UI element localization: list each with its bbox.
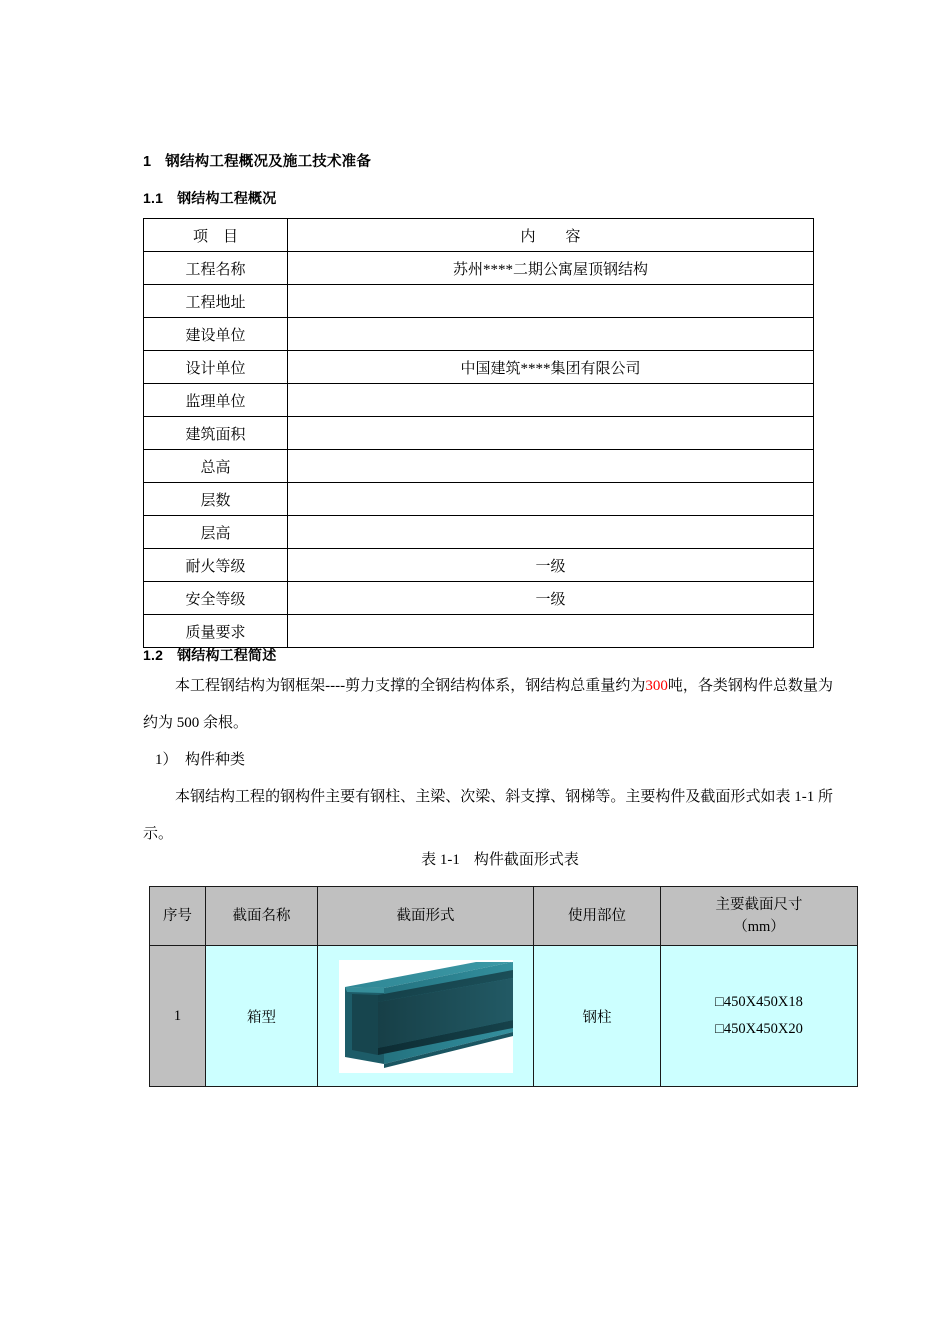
section-row-usage: 钢柱	[534, 946, 661, 1087]
section-row-figure-cell	[318, 946, 534, 1087]
heading-section-1-1-title: 钢结构工程概况	[177, 190, 277, 206]
heading-section-1	[143, 150, 371, 171]
overview-item-label: 安全等级	[144, 582, 288, 615]
overview-item-label: 建设单位	[144, 318, 288, 351]
table-row	[144, 549, 814, 582]
overview-header-content: 内 容	[288, 219, 814, 252]
table-caption-title: 构件截面形式表	[473, 852, 579, 868]
project-overview-table	[143, 218, 814, 648]
list-item-component-kinds: 1） 构件种类	[155, 752, 246, 768]
section-header-name: 截面名称	[206, 887, 318, 946]
overview-item-label: 工程地址	[144, 285, 288, 318]
section-row-name: 箱型	[206, 946, 318, 1087]
overview-item-label: 耐火等级	[144, 549, 288, 582]
overview-item-value	[288, 285, 814, 318]
overview-item-value	[288, 450, 814, 483]
overview-item-value: 中国建筑****集团有限公司	[288, 351, 814, 384]
section-row-dimensions	[661, 946, 858, 1087]
overview-item-value	[288, 417, 814, 450]
heading-section-1-1-number: 1.1	[143, 190, 164, 206]
intro-tonnage-highlight: 300	[645, 678, 668, 694]
overview-item-value: 一级	[288, 549, 814, 582]
table-caption-label: 表 1-1	[421, 852, 460, 868]
box-section-figure	[339, 960, 513, 1073]
section-header-dimensions-title: 主要截面尺寸	[715, 897, 803, 913]
table-header-row	[150, 887, 858, 946]
table-row	[144, 483, 814, 516]
overview-item-value	[288, 384, 814, 417]
overview-header-item: 项 目	[144, 219, 288, 252]
table-row	[144, 252, 814, 285]
table-row	[144, 384, 814, 417]
paragraph-component-kinds: 本钢结构工程的钢构件主要有钢柱、主梁、次梁、斜支撑、钢梯等。主要构件及截面形式如表 1-1 所示。	[143, 789, 833, 842]
table-row	[144, 417, 814, 450]
overview-item-value: 苏州****二期公寓屋顶钢结构	[288, 252, 814, 285]
overview-item-label: 设计单位	[144, 351, 288, 384]
overview-item-label: 质量要求	[144, 615, 288, 648]
overview-item-label: 层数	[144, 483, 288, 516]
section-header-usage: 使用部位	[534, 887, 661, 946]
heading-section-1-title: 钢结构工程概况及施工技术准备	[165, 154, 372, 170]
intro-text-part2: 吨，各类钢构件总数量为约为 500 余根。	[143, 678, 833, 731]
overview-item-label: 总高	[144, 450, 288, 483]
component-section-table	[149, 886, 858, 1087]
overview-item-label: 监理单位	[144, 384, 288, 417]
table-row	[144, 450, 814, 483]
overview-item-value: 一级	[288, 582, 814, 615]
overview-item-label: 层高	[144, 516, 288, 549]
section-header-form: 截面形式	[318, 887, 534, 946]
intro-text-part1: 本工程钢结构为钢框架----剪力支撑的全钢结构体系，钢结构总重量约为	[175, 678, 646, 694]
heading-section-1-2	[143, 645, 276, 665]
table-row	[144, 615, 814, 648]
section-row-index: 1	[150, 946, 206, 1087]
box-section-icon	[339, 960, 513, 1073]
overview-item-value	[288, 483, 814, 516]
heading-section-1-2-number: 1.2	[143, 647, 164, 663]
section-header-dimensions-unit: （mm）	[733, 919, 785, 935]
overview-item-value	[288, 318, 814, 351]
heading-section-1-1	[143, 188, 276, 208]
table-row	[144, 318, 814, 351]
table-header-row	[144, 219, 814, 252]
overview-item-value	[288, 516, 814, 549]
table-row	[144, 582, 814, 615]
table-row	[144, 351, 814, 384]
overview-item-label: 工程名称	[144, 252, 288, 285]
table-row	[144, 516, 814, 549]
paragraph-intro	[143, 668, 833, 742]
section-header-dimensions	[661, 887, 858, 946]
overview-item-value	[288, 615, 814, 648]
table-row	[144, 285, 814, 318]
table-row	[150, 946, 858, 1087]
heading-section-1-2-title: 钢结构工程简述	[177, 647, 277, 663]
section-dimension-line: □450X450X18	[715, 994, 803, 1010]
section-header-index: 序号	[150, 887, 206, 946]
overview-item-label: 建筑面积	[144, 417, 288, 450]
section-dimension-line: □450X450X20	[715, 1021, 803, 1037]
heading-section-1-number: 1	[143, 154, 152, 170]
table-caption	[143, 848, 857, 869]
